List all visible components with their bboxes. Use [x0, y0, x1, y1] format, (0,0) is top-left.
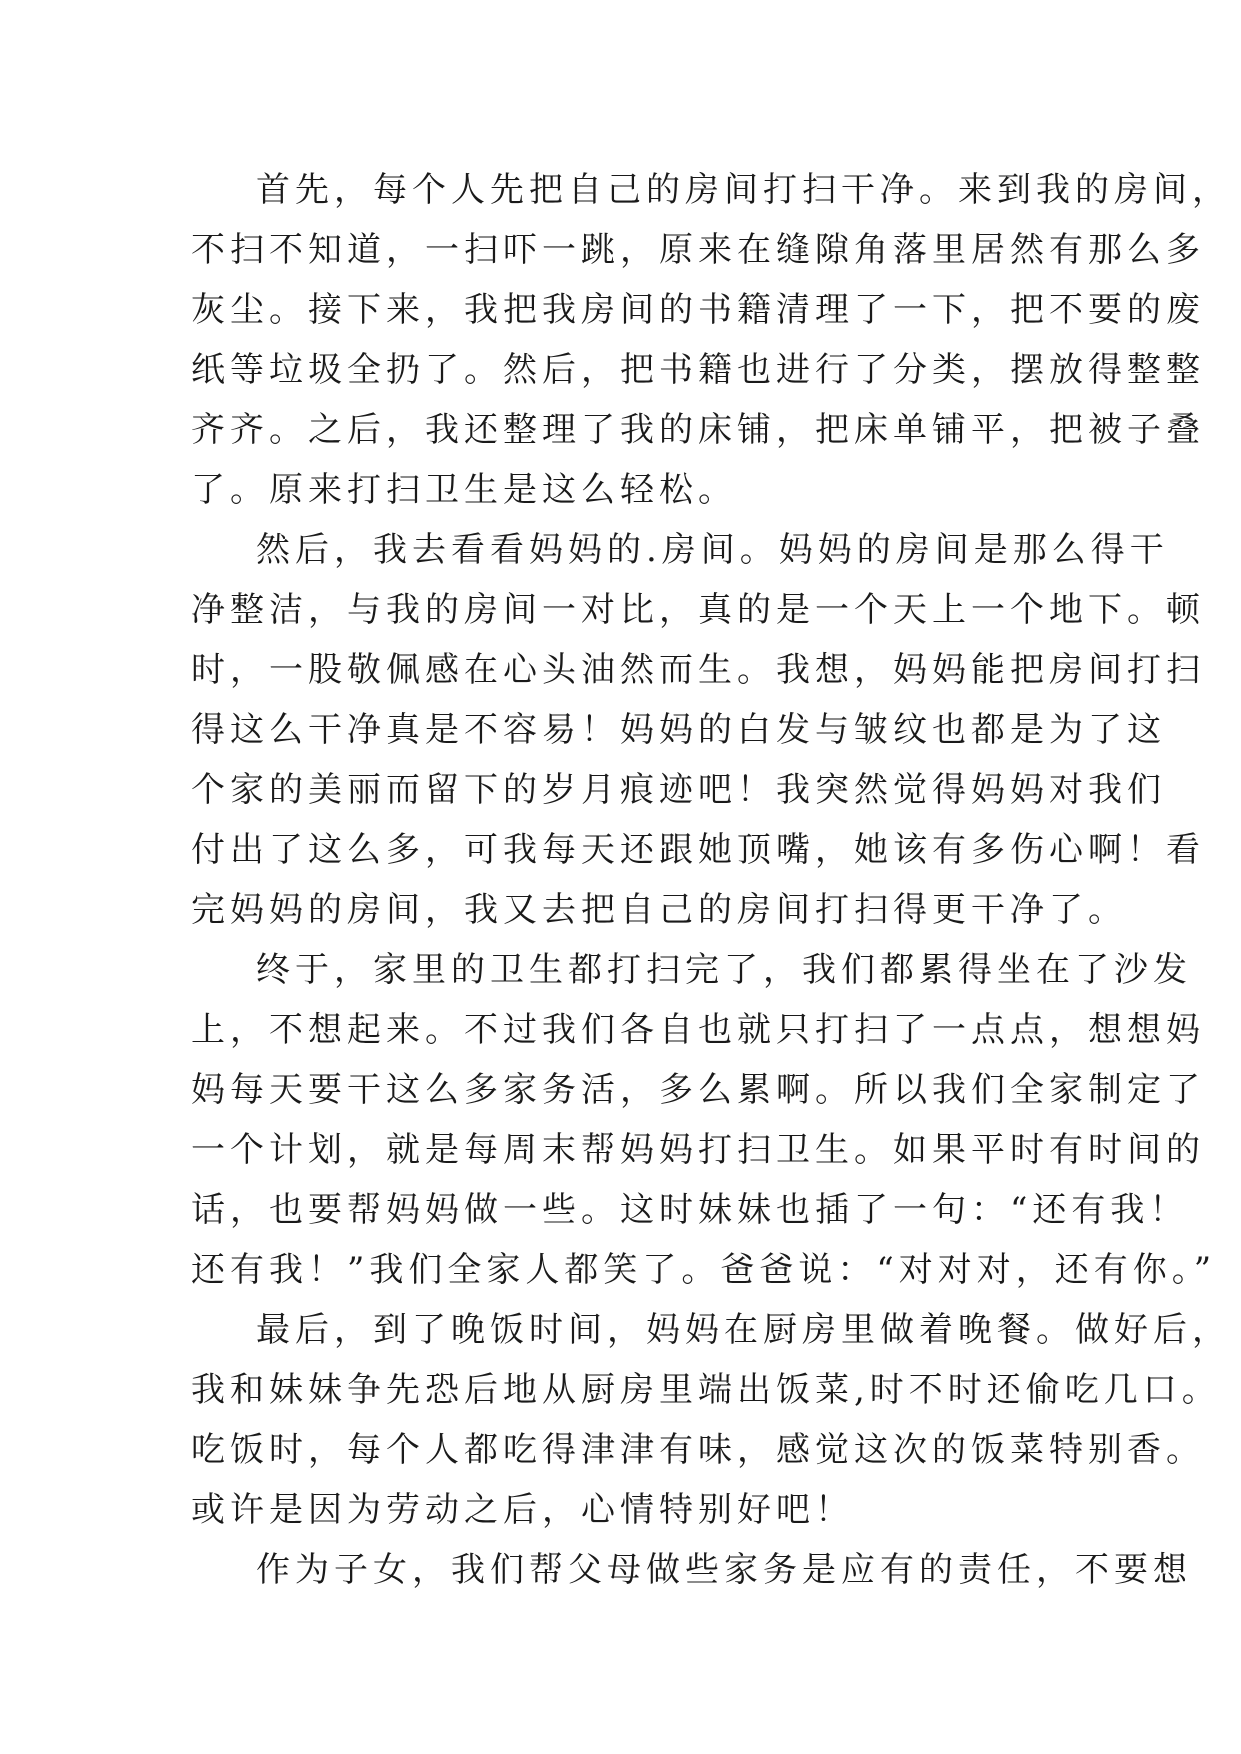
text-line: 最后，到了晚饭时间，妈妈在厨房里做着晚餐。做好后，: [256, 1310, 1231, 1350]
text-line: 首先，每个人先把自己的房间打扫干净。来到我的房间，: [256, 170, 1231, 210]
text-line: 齐齐。之后，我还整理了我的床铺，把床单铺平，把被子叠: [191, 410, 1205, 450]
text-line: 完妈妈的房间，我又去把自己的房间打扫得更干净了。: [191, 890, 1127, 930]
text-line: 吃饭时，每个人都吃得津津有味，感觉这次的饭菜特别香。: [191, 1430, 1205, 1470]
text-line: 妈每天要干这么多家务活，多么累啊。所以我们全家制定了: [191, 1070, 1205, 1110]
text-line: 得这么干净真是不容易！妈妈的白发与皱纹也都是为了这: [191, 710, 1166, 750]
text-line: 或许是因为劳动之后，心情特别好吧！: [191, 1490, 854, 1530]
text-line: 作为子女，我们帮父母做些家务是应有的责任，不要想: [256, 1550, 1192, 1590]
text-line: 灰尘。接下来，我把我房间的书籍清理了一下，把不要的废: [191, 290, 1205, 330]
text-line: 了。原来打扫卫生是这么轻松。: [191, 470, 737, 510]
text-line: 还有我！”我们全家人都笑了。爸爸说：“对对对，还有你。”: [191, 1250, 1217, 1290]
text-line: 我和妹妹争先恐后地从厨房里端出饭菜,时不时还偷吃几口。: [191, 1370, 1221, 1410]
text-line: 时，一股敬佩感在心头油然而生。我想，妈妈能把房间打扫: [191, 650, 1205, 690]
text-line: 不扫不知道，一扫吓一跳，原来在缝隙角落里居然有那么多: [191, 230, 1205, 270]
essay-body: [191, 160, 1231, 1600]
text-line: 付出了这么多，可我每天还跟她顶嘴，她该有多伤心啊！看: [191, 830, 1205, 870]
text-line: 净整洁，与我的房间一对比，真的是一个天上一个地下。顿: [191, 590, 1205, 630]
text-line: 个家的美丽而留下的岁月痕迹吧！我突然觉得妈妈对我们: [191, 770, 1166, 810]
text-line: 终于，家里的卫生都打扫完了，我们都累得坐在了沙发: [256, 950, 1192, 990]
text-line: 话，也要帮妈妈做一些。这时妹妹也插了一句：“还有我！: [191, 1190, 1189, 1230]
text-line: 然后，我去看看妈妈的.房间。妈妈的房间是那么得干: [256, 530, 1169, 570]
text-line: 上，不想起来。不过我们各自也就只打扫了一点点，想想妈: [191, 1010, 1205, 1050]
text-line: 纸等垃圾全扔了。然后，把书籍也进行了分类，摆放得整整: [191, 350, 1205, 390]
text-line: 一个计划，就是每周末帮妈妈打扫卫生。如果平时有时间的: [191, 1130, 1205, 1170]
